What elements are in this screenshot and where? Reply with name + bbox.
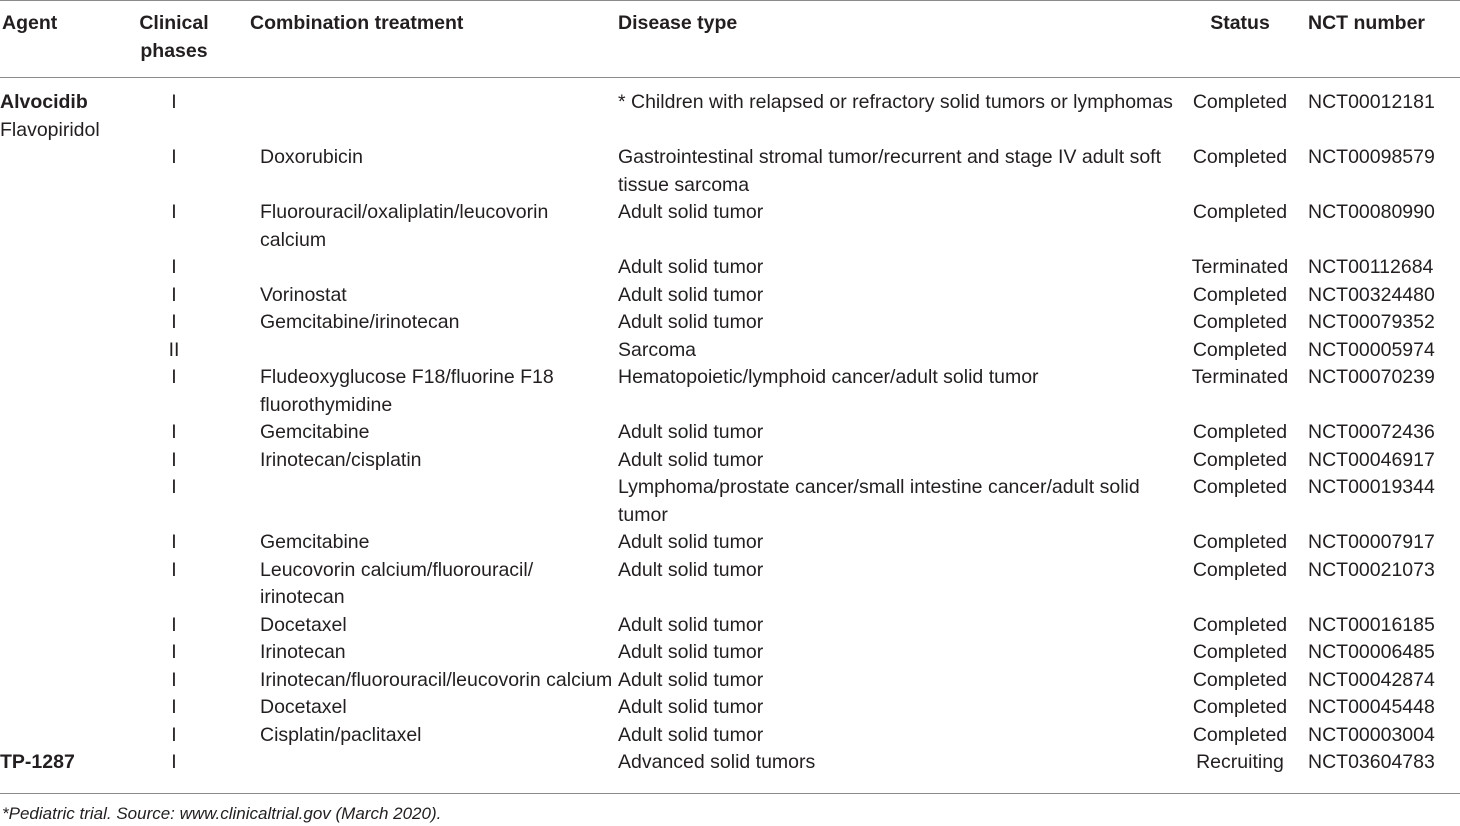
cell-agent xyxy=(0,144,128,199)
cell-spacer xyxy=(220,694,250,722)
cell-status: Completed xyxy=(1192,283,1288,306)
table-row xyxy=(0,749,1460,777)
cell-status: Completed xyxy=(1192,613,1288,636)
cell-clinical-phase: I xyxy=(171,613,177,636)
table-row xyxy=(0,557,1460,612)
cell-disease-type: Adult solid tumor xyxy=(618,201,764,223)
cell-status: Recruiting xyxy=(1196,751,1284,773)
cell-agent xyxy=(0,447,128,475)
header-nct-number: NCT number xyxy=(1308,12,1425,34)
table-row xyxy=(0,722,1460,750)
cell-clinical-phase: I xyxy=(171,91,177,113)
cell-combination-treatment: Cisplatin/paclitaxel xyxy=(260,723,422,746)
cell-disease-type: Hematopoietic/lymphoid cancer/adult solid tumor xyxy=(618,366,1039,388)
cell-clinical-phase: I xyxy=(171,641,177,663)
cell-nct-number: NCT00112684 xyxy=(1308,256,1434,278)
header-clinical-phases: Clinical phases xyxy=(139,12,209,62)
cell-nct-number: NCT00045448 xyxy=(1308,696,1435,718)
cell-disease-type: Adult solid tumor xyxy=(618,421,764,443)
cell-combination-treatment: Gemcitabine xyxy=(260,531,370,553)
cell-nct-number: NCT00019344 xyxy=(1308,476,1435,498)
cell-disease-type: Adult solid tumor xyxy=(618,668,764,691)
cell-clinical-phase: I xyxy=(171,531,177,553)
cell-disease-type: Adult solid tumor xyxy=(618,256,764,278)
cell-combination-treatment: Gemcitabine xyxy=(260,421,370,443)
cell-nct-number: NCT00006485 xyxy=(1308,641,1435,663)
cell-nct-number: NCT00005974 xyxy=(1308,338,1435,361)
cell-disease-type: Lymphoma/prostate cancer/small intestine cancer/adult solid tumor xyxy=(618,476,1140,526)
cell-spacer xyxy=(220,144,250,199)
cell-combination-treatment: Irinotecan xyxy=(260,641,346,663)
cell-spacer xyxy=(220,474,250,529)
cell-agent xyxy=(0,722,128,750)
cell-status: Completed xyxy=(1192,338,1288,361)
cell-combination-treatment xyxy=(250,77,618,144)
table-row xyxy=(0,667,1460,695)
cell-clinical-phase: I xyxy=(171,668,177,691)
table-row xyxy=(0,639,1460,667)
table-row xyxy=(0,474,1460,529)
agent-name: Alvocidib xyxy=(0,91,88,113)
cell-status: Completed xyxy=(1192,146,1288,168)
cell-spacer xyxy=(220,639,250,667)
cell-clinical-phase: I xyxy=(171,201,177,223)
cell-status: Completed xyxy=(1192,91,1288,113)
cell-status: Completed xyxy=(1192,476,1288,498)
cell-combination-treatment: Irinotecan/fluorouracil/leucovorin calcium xyxy=(260,668,613,691)
cell-nct-number: NCT00003004 xyxy=(1308,723,1435,746)
cell-clinical-phase: I xyxy=(171,146,177,168)
cell-nct-number: NCT00079352 xyxy=(1308,311,1435,333)
cell-agent xyxy=(0,639,128,667)
cell-status: Completed xyxy=(1192,558,1288,581)
cell-nct-number: NCT00080990 xyxy=(1308,201,1435,223)
cell-disease-type: Gastrointestinal stromal tumor/recurrent and stage IV adult soft tissue sarcoma xyxy=(618,146,1162,196)
header-status: Status xyxy=(1210,12,1270,34)
cell-spacer xyxy=(220,749,250,777)
cell-spacer xyxy=(220,529,250,557)
cell-disease-type: Adult solid tumor xyxy=(618,311,764,333)
cell-disease-type: Adult solid tumor xyxy=(618,613,764,636)
cell-nct-number: NCT00324480 xyxy=(1308,283,1435,306)
table-row xyxy=(0,529,1460,557)
cell-clinical-phase: I xyxy=(171,448,177,471)
cell-agent xyxy=(0,364,128,419)
cell-combination-treatment: Fludeoxyglucose F18/fluorine F18 fluorothymidine xyxy=(260,366,554,416)
table-row xyxy=(0,77,1460,144)
cell-agent xyxy=(0,309,128,337)
cell-disease-type: Adult solid tumor xyxy=(618,448,764,471)
cell-clinical-phase: I xyxy=(171,256,177,278)
cell-spacer xyxy=(220,254,250,282)
cell-status: Terminated xyxy=(1191,366,1289,388)
table-row xyxy=(0,419,1460,447)
cell-status: Completed xyxy=(1192,311,1288,333)
cell-agent xyxy=(0,557,128,612)
cell-agent xyxy=(0,694,128,722)
cell-spacer xyxy=(220,309,250,337)
cell-combination-treatment xyxy=(250,474,618,529)
table-row xyxy=(0,612,1460,640)
cell-nct-number: NCT00042874 xyxy=(1308,668,1435,691)
cell-spacer xyxy=(220,282,250,310)
agent-alias: Flavopiridol xyxy=(0,118,100,141)
cell-disease-type: Adult solid tumor xyxy=(618,723,764,746)
table-row xyxy=(0,254,1460,282)
cell-disease-type: * Children with relapsed or refractory solid tumors or lymphomas xyxy=(618,91,1173,113)
cell-status: Completed xyxy=(1192,531,1288,553)
cell-status: Completed xyxy=(1192,696,1288,718)
cell-clinical-phase: I xyxy=(171,366,177,388)
cell-agent xyxy=(0,77,128,144)
cell-nct-number: NCT00046917 xyxy=(1308,448,1435,471)
cell-agent xyxy=(0,667,128,695)
cell-agent xyxy=(0,612,128,640)
table-row xyxy=(0,282,1460,310)
cell-disease-type: Adult solid tumor xyxy=(618,531,764,553)
cell-nct-number: NCT00072436 xyxy=(1308,421,1435,443)
table-row xyxy=(0,309,1460,337)
agent-name: TP-1287 xyxy=(0,751,75,773)
header-disease-type: Disease type xyxy=(618,12,738,34)
cell-clinical-phase: I xyxy=(171,751,177,773)
cell-status: Completed xyxy=(1192,668,1288,691)
header-row xyxy=(0,10,1460,77)
header-spacer xyxy=(220,10,250,77)
cell-clinical-phase: I xyxy=(171,283,177,306)
cell-status: Completed xyxy=(1192,448,1288,471)
table-row xyxy=(0,199,1460,254)
cell-clinical-phase: I xyxy=(171,696,177,718)
cell-combination-treatment: Gemcitabine/irinotecan xyxy=(260,311,460,333)
cell-combination-treatment: Doxorubicin xyxy=(260,146,363,168)
header-combination-treatment: Combination treatment xyxy=(250,12,464,34)
cell-disease-type: Adult solid tumor xyxy=(618,641,764,663)
cell-agent xyxy=(0,282,128,310)
cell-spacer xyxy=(220,364,250,419)
cell-combination-treatment: Fluorouracil/oxaliplatin/leucovorin calcium xyxy=(260,201,549,251)
cell-clinical-phase: I xyxy=(171,421,177,443)
cell-status: Terminated xyxy=(1191,256,1289,278)
cell-spacer xyxy=(220,722,250,750)
cell-disease-type: Sarcoma xyxy=(618,338,697,361)
cell-spacer xyxy=(220,199,250,254)
cell-spacer xyxy=(220,447,250,475)
cell-combination-treatment: Docetaxel xyxy=(260,696,347,718)
cell-nct-number: NCT03604783 xyxy=(1308,751,1435,773)
table-bottom-rule xyxy=(0,793,1460,794)
cell-clinical-phase: I xyxy=(171,311,177,333)
cell-agent xyxy=(0,254,128,282)
cell-clinical-phase: I xyxy=(171,558,177,581)
cell-nct-number: NCT00007917 xyxy=(1308,531,1435,553)
cell-combination-treatment xyxy=(250,749,618,777)
table-top-rule xyxy=(0,0,1460,1)
cell-clinical-phase: I xyxy=(171,723,177,746)
cell-disease-type: Adult solid tumor xyxy=(618,696,764,718)
table-row xyxy=(0,364,1460,419)
cell-spacer xyxy=(220,419,250,447)
cell-combination-treatment: Vorinostat xyxy=(260,283,347,306)
cell-agent xyxy=(0,529,128,557)
cell-status: Completed xyxy=(1192,201,1288,223)
cell-agent xyxy=(0,749,128,777)
cell-combination-treatment xyxy=(250,337,618,365)
cell-combination-treatment: Docetaxel xyxy=(260,613,347,636)
cell-combination-treatment xyxy=(250,254,618,282)
cell-agent xyxy=(0,337,128,365)
table-row xyxy=(0,144,1460,199)
cell-status: Completed xyxy=(1192,421,1288,443)
cell-clinical-phase: I xyxy=(171,476,177,498)
cell-agent xyxy=(0,199,128,254)
cell-status: Completed xyxy=(1192,641,1288,663)
cell-agent xyxy=(0,419,128,447)
table-footnote: *Pediatric trial. Source: www.clinicaltrial.gov (March 2020). xyxy=(2,804,442,823)
table-row xyxy=(0,447,1460,475)
cell-spacer xyxy=(220,557,250,612)
cell-spacer xyxy=(220,77,250,144)
cell-disease-type: Adult solid tumor xyxy=(618,558,764,581)
cell-spacer xyxy=(220,337,250,365)
cell-combination-treatment: Leucovorin calcium/fluorouracil/ irinotecan xyxy=(260,558,534,608)
header-agent: Agent xyxy=(2,12,58,34)
cell-nct-number: NCT00012181 xyxy=(1308,91,1435,113)
cell-disease-type: Advanced solid tumors xyxy=(618,751,816,773)
cell-combination-treatment: Irinotecan/cisplatin xyxy=(260,448,422,471)
cell-nct-number: NCT00021073 xyxy=(1308,558,1435,581)
cell-nct-number: NCT00016185 xyxy=(1308,613,1435,636)
cell-agent xyxy=(0,474,128,529)
table-row xyxy=(0,337,1460,365)
cell-status: Completed xyxy=(1192,723,1288,746)
cell-spacer xyxy=(220,667,250,695)
cell-nct-number: NCT00098579 xyxy=(1308,146,1435,168)
cell-nct-number: NCT00070239 xyxy=(1308,366,1435,388)
table-row xyxy=(0,694,1460,722)
clinical-trials-table xyxy=(0,10,1460,777)
table-body xyxy=(0,77,1460,777)
cell-spacer xyxy=(220,612,250,640)
cell-clinical-phase: II xyxy=(168,338,180,361)
cell-disease-type: Adult solid tumor xyxy=(618,283,764,306)
